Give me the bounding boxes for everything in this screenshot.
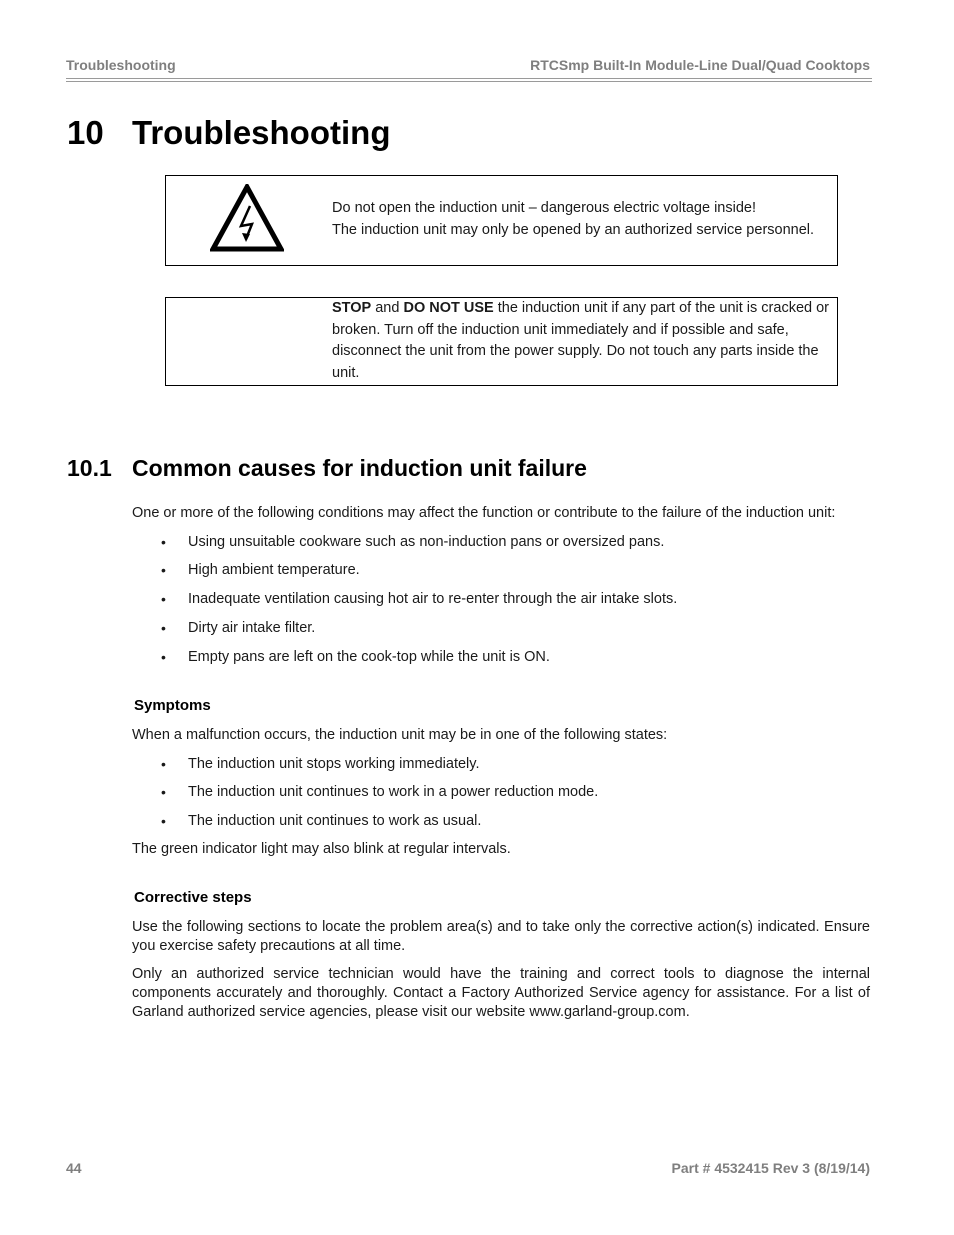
stop-warning-text	[332, 298, 837, 385]
symptoms-intro: When a malfunction occurs, the induction unit may be in one of the following states:	[132, 727, 668, 743]
stop-conjunction: and	[371, 300, 404, 316]
corrective-paragraph: Only an authorized service technician would have the training and correct tools to diagnose the internal components accurately and thoroughly. Contact a Factory Authorized Service agency for assistance. For a list of Garland authorized service agencies, please visit our website www.garland-group.com.	[132, 966, 870, 1020]
chapter-title	[67, 114, 390, 152]
chapter-number: 10	[67, 114, 104, 151]
symptoms-note: The green indicator light may also blink at regular intervals.	[132, 841, 511, 857]
symptoms-heading: Symptoms	[134, 697, 211, 714]
stop-warning-box	[165, 297, 838, 386]
electric-hazard-icon	[210, 184, 284, 252]
header-divider	[66, 78, 872, 79]
warning-line: Do not open the induction unit – dangerous electric voltage inside!	[332, 200, 757, 216]
part-number: Part # 4532415 Rev 3 (8/19/14)	[671, 1160, 870, 1176]
page-number: 44	[66, 1160, 82, 1176]
stop-warning-body: the induction unit if any part of the unit is cracked or broken. Turn off the induction unit immediately and if possible and safe, disconnect the unit from the power supply. Do not touch any parts inside the unit.	[332, 300, 830, 382]
chapter-title-text: Troubleshooting	[132, 114, 391, 151]
corrective-heading: Corrective steps	[134, 889, 252, 906]
header-divider	[66, 81, 872, 82]
corrective-paragraph: Use the following sections to locate the problem area(s) and to take only the corrective action(s) indicated. Ensure you exercise safety precautions at all time.	[132, 919, 870, 954]
running-header-title: RTCSmp Built-In Module-Line Dual/Quad Cooktops	[530, 57, 870, 73]
do-not-use-label: DO NOT USE	[403, 300, 494, 316]
section-title	[67, 455, 587, 482]
electric-warning-text	[332, 198, 832, 241]
warning-line: The induction unit may only be opened by an authorized service personnel.	[332, 221, 815, 238]
running-header-section: Troubleshooting	[66, 57, 176, 73]
section-number: 10.1	[67, 455, 112, 481]
section-intro: One or more of the following conditions may affect the function or contribute to the failure of the induction unit:	[132, 505, 836, 521]
section-title-text: Common causes for induction unit failure	[132, 455, 587, 481]
stop-label: STOP	[332, 300, 372, 316]
electric-warning-box	[165, 175, 838, 266]
